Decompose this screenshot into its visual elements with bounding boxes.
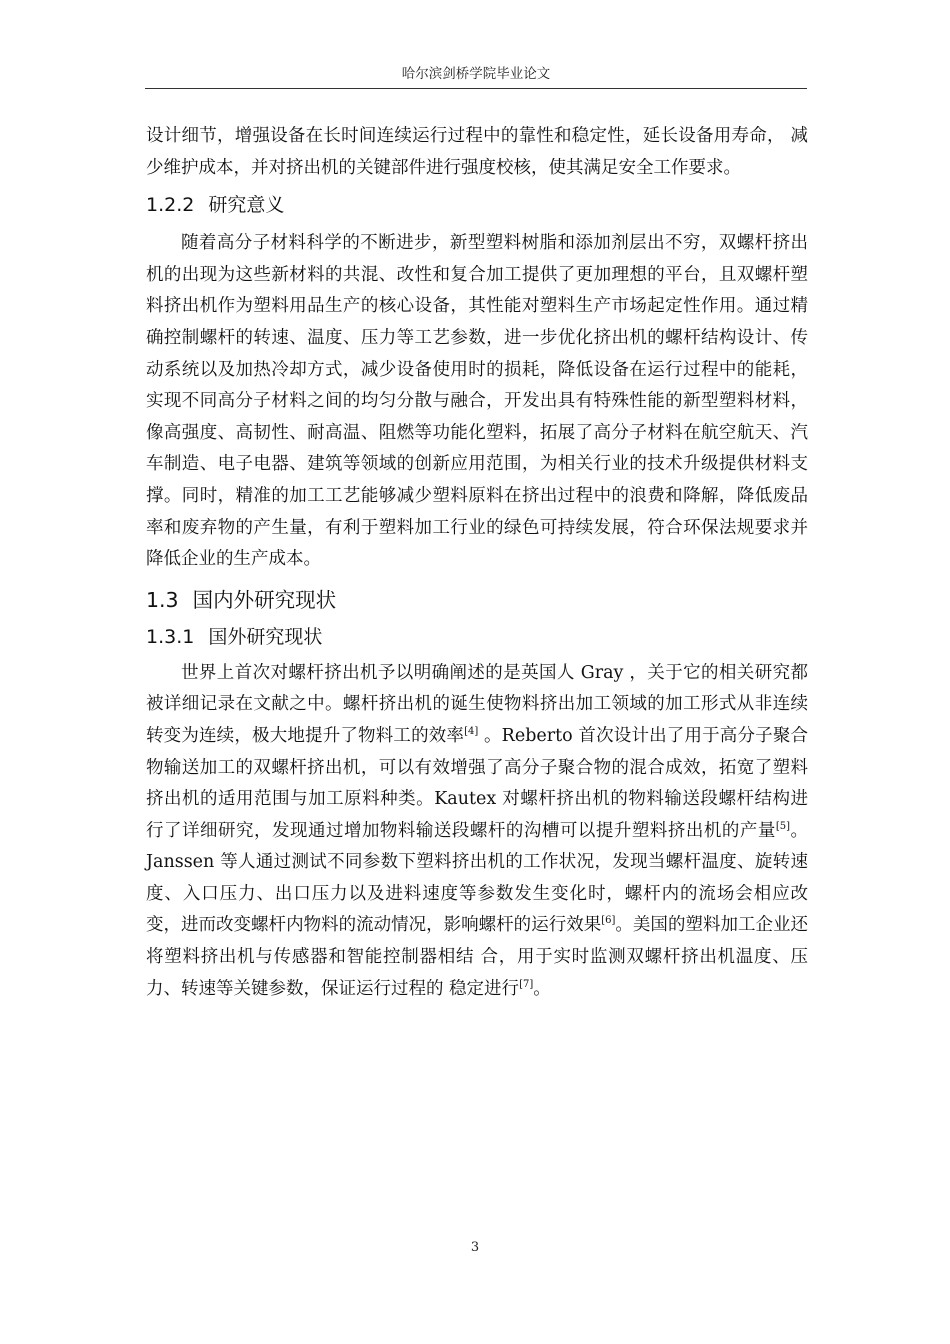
section-heading-1-3 — [146, 586, 808, 614]
page-header: 哈尔滨剑桥学院毕业论文 — [401, 66, 551, 82]
section-number: 1.3 — [146, 587, 179, 612]
text-run: 。Janssen 等人通过测试不同参数下塑料挤出机的工作状况，发现当螺杆温度、旋转速度、入口压力、出口压力以及进料速度等参数发生变化时，螺杆内的流场会相应改变，进而改变螺杆内物料的流动情况，影响螺杆的运行效果 — [146, 820, 809, 936]
header-rule — [145, 88, 807, 89]
section-title: 国内外研究现状 — [192, 587, 337, 612]
citation-ref-6: [6] — [601, 915, 616, 927]
section-heading-1-2-2 — [146, 192, 808, 218]
paragraph-continuation: 设计细节，增强设备在长时间连续运行过程中的靠性和稳定性，延长设备用寿命， 减少维护成本，并对挤出机的关键部件进行强度校核，使其满足安全工作要求。 — [146, 126, 808, 178]
section-title: 国外研究现状 — [208, 625, 323, 648]
text-run: 。Reberto 首次设计出了用于高分子聚合物输送加工的双螺杆挤出机，可以有效增强了高分子聚合物的混合成效，拓宽了塑料挤出机的适用范围与加工原料种类。Kautex 对螺杆挤出机的物料输送段螺杆结构进行了详细研究，发现通过增加物料输送段螺杆的沟槽可以提升塑料挤出机的产量 — [146, 725, 808, 841]
section-number: 1.3.1 — [146, 625, 195, 648]
citation-ref-4: [4] — [464, 725, 479, 737]
page-number: 3 — [470, 1240, 480, 1255]
paragraph-foreign-research — [146, 658, 808, 1006]
page-content — [146, 121, 808, 1005]
citation-ref-5: [5] — [775, 820, 791, 832]
section-heading-1-3-1 — [146, 624, 808, 650]
section-number: 1.2.2 — [146, 194, 195, 217]
citation-ref-7: [7] — [519, 978, 534, 990]
text-run: 世界上首次对螺杆挤出机予以明确阐述的是英国人 Gray ，关于它的相关研究都被详细记录在文献之中。螺杆挤出机的诞生使物料挤出加工领域的加工形式从非连续转变为连续，极大地提升了物料工的效率 — [146, 662, 808, 746]
text-run: 。 — [533, 978, 551, 999]
paragraph-research-significance: 随着高分子材料科学的不断进步，新型塑料树脂和添加剂层出不穷，双螺杆挤出机的出现为这些新材料的共混、改性和复合加工提供了更加理想的平台，且双螺杆塑料挤出机作为塑料用品生产的核心设备，其性能对塑料生产市场起定性作用。通过精确控制螺杆的转速、温度、压力等工艺参数，进一步优化挤出机的螺杆结构设计、传动系统以及加热冷却方式，减少设备使用时的损耗，降低设备在运行过程中的能耗，实现不同高分子材料之间的均匀分散与融合，开发出具有特殊性能的新型塑料材料，像高强度、高韧性、耐高温、阻燃等功能化塑料，拓展了高分子材料在航空航天、汽车制造、电子电器、建筑等领域的创新应用范围，为相关行业的技术升级提供材料支撑。同时，精准的加工工艺能够减少塑料原料在挤出过程中的浪费和降解，降低废品率和废弃物的产生量，有利于塑料加工行业的绿色可持续发展，符合环保法规要求并降低企业的生产成本。 — [146, 233, 808, 570]
section-title: 研究意义 — [208, 194, 285, 217]
text-run: 。美国的塑料加工企业还将塑料挤出机与传感器和智能控制器相结 合，用于实时监测双螺杆挤出机温度、压力、转速等关键参数，保证运行过程的 稳定进行 — [146, 915, 809, 999]
